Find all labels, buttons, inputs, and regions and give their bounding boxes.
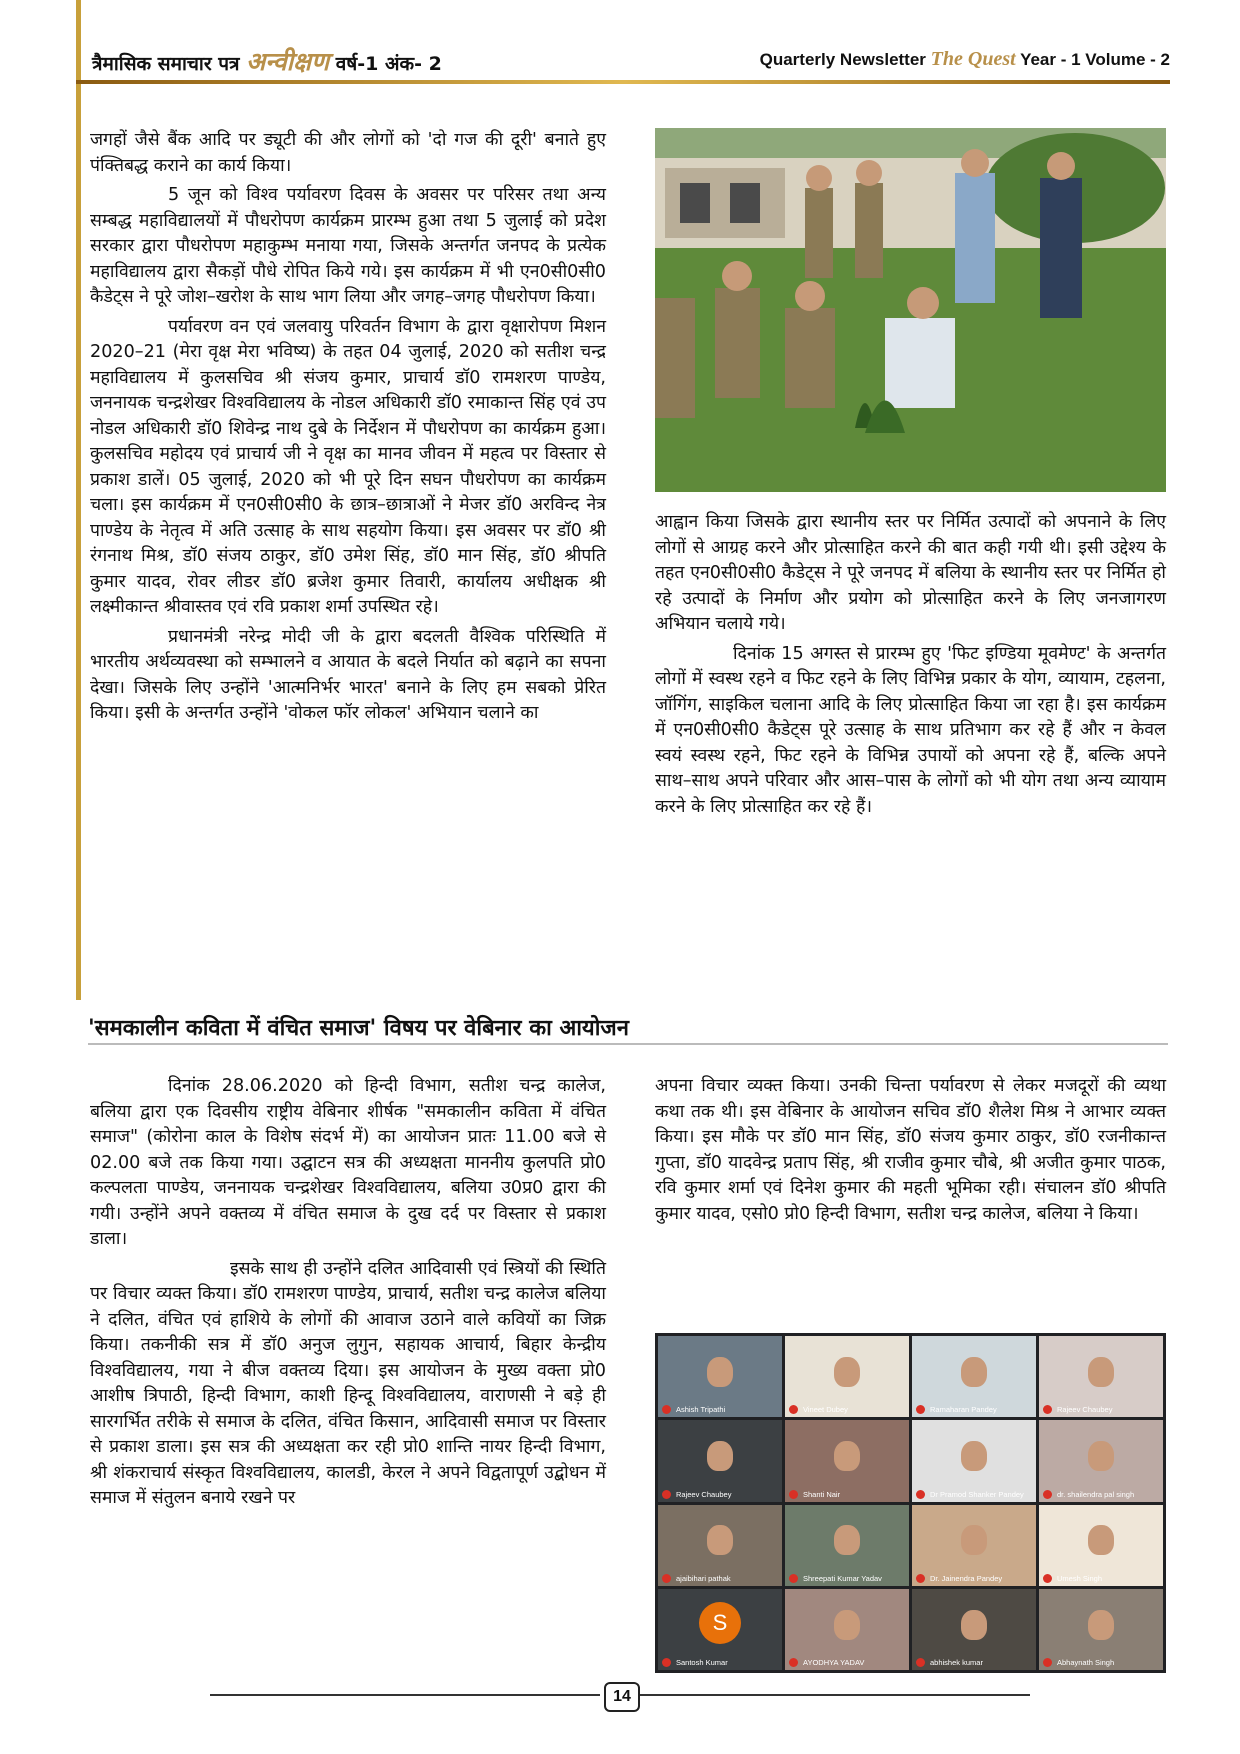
paragraph: आह्वान किया जिसके द्वारा स्थानीय स्तर पर निर्मित उत्पादों को अपनाने के लिए लोगों से आग्रह करने और प्रोत्साहित करने की बात कही गयी थी। इसी उद्देश्य के तहत एन0सी0सी0 कैडेट्स ने पूरे जनपद में बलिया के स्थानीय स्तर पर निर्मित हो रहे उत्पादों के निर्माण और प्रयोग को प्रोत्साहित करने के लिए जनजागरण अभियान चलाये गये। [655, 512, 1166, 634]
header-hindi-suffix: वर्ष-1 अंक- 2 [335, 53, 442, 75]
participant-name: Santosh Kumar [676, 1658, 728, 1667]
participant-tile [912, 1420, 1036, 1501]
participant-name: Shanti Nair [803, 1489, 841, 1499]
mic-muted-icon [916, 1658, 925, 1667]
participant-tile [912, 1336, 1036, 1417]
mic-muted-icon [916, 1405, 925, 1414]
participant-name: Rajeev Chaubey [1057, 1405, 1113, 1415]
paragraph: जगहों जैसे बैंक आदि पर ड्यूटी की और लोगों को 'दो गज की दूरी' बनाते हुए पंक्तिबद्ध कराने का कार्य किया। [90, 130, 606, 176]
paragraph: प्रधानमंत्री नरेन्द्र मोदी जी के द्वारा बदलती वैश्विक परिस्थिति में भारतीय अर्थव्यवस्था को सम्भालने व आयात के बदले निर्यात को बढ़ाने का सपना देखा। जिसके लिए उन्होंने 'आत्मनिर्भर भारत' बनाने के लिए हम सबको प्रेरित किया। इसी के अन्तर्गत उन्होंने 'वोकल फॉर लोकल' अभियान चलाने का [90, 626, 606, 723]
participant-name: dr. shailendra pal singh [1057, 1489, 1135, 1499]
paragraph: दिनांक 15 अगस्त से प्रारम्भ हुए 'फिट इण्डिया मूवमेण्ट' के अन्तर्गत लोगों में स्वस्थ रहने व फिट रहने के लिए विभिन्न प्रकार के योग, व्यायाम, टहलना, जॉगिंग, साइकिल चलाना आदि के लिए प्रोत्साहित किया जा रहा है। इस कार्यक्रम में एन0सी0सी0 कैडेट्स पूरे उत्साह के साथ प्रतिभाग कर रहे हैं और न केवल स्वयं स्वस्थ रहने, फिट रहने के विभिन्न उपायों को अपना रहे हैं, बल्कि अपने साथ–साथ अपने परिवार और आस–पास के लोगों को भी योग तथा अन्य व्यायाम करने के लिए प्रोत्साहित कर रहे हैं। [655, 643, 1166, 817]
section-divider [88, 1043, 1168, 1045]
participant-tile [658, 1589, 782, 1670]
participant-face [834, 1525, 860, 1555]
mic-muted-icon [916, 1574, 925, 1583]
participant-name: AYODHYA YADAV [803, 1658, 865, 1667]
participant-face [1088, 1357, 1114, 1387]
participant-name: Umesh Singh [1057, 1573, 1103, 1583]
mic-muted-icon [1043, 1574, 1052, 1583]
participant-tile [785, 1420, 909, 1501]
article-column-4 [655, 1074, 1166, 1231]
participant-name: Abhaynath Singh [1057, 1658, 1115, 1667]
mic-muted-icon [1043, 1658, 1052, 1667]
plantation-photo [655, 128, 1166, 492]
mic-muted-icon [789, 1490, 798, 1499]
webinar-screenshot [655, 1333, 1166, 1673]
participant-face [834, 1357, 860, 1387]
footer-rule-left [210, 1694, 600, 1696]
paragraph: अपना विचार व्यक्त किया। उनकी चिन्ता पर्यावरण से लेकर मजदूरों की व्यथा कथा तक थी। इस वेबिनार के आयोजन सचिव डॉ0 शैलेश मिश्र ने आभार व्यक्त किया। इस मौके पर डॉ0 मान सिंह, डॉ0 संजय कुमार ठाकुर, डॉ0 रजनीकान्त गुप्ता, डॉ0 यादवेन्द्र प्रताप सिंह, श्री राजीव कुमार चौबे, श्री अजीत कुमार पाठक, रवि कुमार शर्मा एवं दिनेश कुमार की महती भूमिका रही। संचालन डॉ0 श्रीपति कुमार यादव, एसो0 प्रो0 हिन्दी विभाग, सतीश चन्द्र कालेज, बलिया ने किया। [655, 1076, 1166, 1224]
paragraph: इसके साथ ही उन्होंने दलित आदिवासी एवं स्त्रियों की स्थिति पर विचार व्यक्त किया। डॉ0 रामशरण पाण्डेय, प्राचार्य, सतीश चन्द्र कालेज बलिया ने दलित, वंचित एवं हाशिये के लोगों की आवाज उठाने वाले कवियों का जिक्र किया। तकनीकी सत्र में डॉ0 अनुज लुगुन, सहायक आचार्य, बिहार केन्द्रीय विश्वविद्यालय, गया ने बीज वक्तव्य दिया। इस आयोजन के मुख्य वक्ता प्रो0 आशीष त्रिपाठी, हिन्दी विभाग, काशी हिन्दू विश्वविद्यालय, वाराणसी ने बड़े ही सारगर्भित तरीके से समाज के दलित, वंचित किसान, आदिवासी समाज पर विस्तार से प्रकाश डाला। इस सत्र की अध्यक्षता कर रही प्रो0 शान्ति नायर हिन्दी विभाग, श्री शंकराचार्य संस्कृत विश्वविद्यालय, कालडी, केरल ने अपने विद्वतापूर्ण उद्बोधन में समाज में संतुलन बनाये रखने पर [90, 1258, 606, 1508]
participant-face [1088, 1441, 1114, 1471]
participant-face [961, 1441, 987, 1471]
participant-name: Rajeev Chaubey [676, 1489, 732, 1499]
participant-tile [785, 1589, 909, 1670]
participant-tile [658, 1420, 782, 1501]
article-column-3 [90, 1074, 606, 1516]
header-hindi [92, 44, 442, 78]
mic-muted-icon [789, 1405, 798, 1414]
participant-name: Shreepati Kumar Yadav [803, 1573, 882, 1583]
paragraph: पर्यावरण वन एवं जलवायु परिवर्तन विभाग के द्वारा वृक्षारोपण मिशन 2020–21 (मेरा वृक्ष मेरा भविष्य) के तहत 04 जुलाई, 2020 को सतीश चन्द्र महाविद्यालय में कुलसचिव श्री संजय कुमार, प्राचार्य डॉ0 रामशरण पाण्डेय, जननायक चन्द्रशेखर विश्वविद्यालय के नोडल अधिकारी डॉ0 रमाकान्त सिंह एवं उप नोडल अधिकारी डॉ0 शिवेन्द्र नाथ दुबे के निर्देशन में पौधरोपण का कार्यक्रम हुआ। कुलसचिव महोदय एवं प्राचार्य जी ने वृक्ष का मानव जीवन में महत्व पर विस्तार से प्रकाश डालें। 05 जुलाई, 2020 को भी पूरे दिन सघन पौधरोपण का कार्यक्रम चला। इस कार्यक्रम में एन0सी0सी0 के छात्र–छात्राओं ने मेजर डॉ0 अरविन्द नेत्र पाण्डेय के नेतृत्व में अति उत्साह के साथ सहयोग किया। इस अवसर पर डॉ0 श्री रंगनाथ मिश्र, डॉ0 संजय ठाकुर, डॉ0 उमेश सिंह, डॉ0 मान सिंह, डॉ0 श्रीपति कुमार यादव, रोवर लीडर डॉ0 ब्रजेश कुमार तिवारी, कार्यालय अधीक्षक श्री लक्ष्मीकान्त श्रीवास्तव एवं रवि प्रकाश शर्मा उपस्थित रहे। [90, 316, 606, 617]
participant-tile [1039, 1505, 1163, 1586]
header-rule [76, 80, 1170, 84]
participant-face [1088, 1610, 1114, 1640]
participant-face [1088, 1525, 1114, 1555]
header-hindi-prefix: त्रैमासिक समाचार पत्र [92, 53, 240, 75]
participant-face [961, 1610, 987, 1640]
paragraph: 5 जून को विश्व पर्यावरण दिवस के अवसर पर परिसर तथा अन्य सम्बद्ध महाविद्यालयों में पौधरोपण कार्यक्रम प्रारम्भ हुआ तथा 5 जुलाई को प्रदेश सरकार द्वारा पौधरोपण महाकुम्भ मनाया गया, जिसके अन्तर्गत जनपद के प्रत्येक महाविद्यालय द्वारा सैकड़ों पौधे रोपित किये गये। इस कार्यक्रम में भी एन0सी0सी0 कैडेट्स ने पूरे जोश–खरोश के साथ भाग लिया और जगह–जगह पौधरोपण किया। [90, 185, 606, 307]
participant-face [834, 1441, 860, 1471]
participant-face [834, 1610, 860, 1640]
participant-face [707, 1357, 733, 1387]
participant-name: abhishek kumar [930, 1658, 983, 1667]
mic-muted-icon [662, 1658, 671, 1667]
plantation-illustration [655, 128, 1166, 492]
participant-face [961, 1525, 987, 1555]
header-english-title: The Quest [930, 48, 1016, 70]
section-title: 'समकालीन कविता में वंचित समाज' विषय पर वेबिनार का आयोजन [88, 1016, 629, 1041]
header-english-prefix: Quarterly Newsletter [759, 50, 926, 69]
footer-rule-right [640, 1694, 1030, 1696]
page-header [76, 44, 1170, 78]
mic-muted-icon [916, 1490, 925, 1499]
mic-muted-icon [789, 1574, 798, 1583]
participant-face [961, 1357, 987, 1387]
avatar: S [699, 1602, 741, 1644]
participant-tile [658, 1336, 782, 1417]
page-number: 14 [604, 1682, 640, 1712]
participant-tile [658, 1505, 782, 1586]
participant-name: Ashish Tripathi [676, 1405, 726, 1415]
participant-face [707, 1525, 733, 1555]
mic-muted-icon [662, 1490, 671, 1499]
participant-name: ajaibihari pathak [676, 1573, 731, 1583]
participant-tile [912, 1589, 1036, 1670]
mic-muted-icon [1043, 1405, 1052, 1414]
mic-muted-icon [662, 1405, 671, 1414]
participant-name: Dr. Jainendra Pandey [930, 1573, 1003, 1583]
header-english [760, 48, 1170, 71]
article-column-2 [655, 510, 1166, 824]
mic-muted-icon [789, 1658, 798, 1667]
mic-muted-icon [1043, 1490, 1052, 1499]
mic-muted-icon [662, 1574, 671, 1583]
participant-tile [1039, 1589, 1163, 1670]
header-english-suffix: Year - 1 Volume - 2 [1020, 50, 1170, 69]
paragraph: दिनांक 28.06.2020 को हिन्दी विभाग, सतीश चन्द्र कालेज, बलिया द्वारा एक दिवसीय राष्ट्रीय वेबिनार शीर्षक "समकालीन कविता में वंचित समाज" (कोरोना काल के विशेष संदर्भ में) का आयोजन प्रातः 11.00 बजे से 02.00 बजे तक किया गया। उद्घाटन सत्र की अध्यक्षता माननीय कुलपति प्रो0 कल्पलता पाण्डेय, जननायक चन्द्रशेखर विश्वविद्यालय, बलिया उ0प्र0 द्वारा की गयी। उन्होंने अपने वक्तव्य में वंचित समाज के दुख दर्द पर विस्तार से प्रकाश डाला। [90, 1076, 606, 1249]
header-hindi-title: अन्वीक्षण [246, 47, 330, 76]
page-border [76, 0, 81, 1000]
participant-tile [1039, 1336, 1163, 1417]
participant-tile [785, 1505, 909, 1586]
participant-face [707, 1441, 733, 1471]
participant-name: Ramaharan Pandey [930, 1405, 997, 1415]
participant-tile [912, 1505, 1036, 1586]
participant-tile [785, 1336, 909, 1417]
participant-name: Vineet Dubey [803, 1405, 848, 1415]
article-column-1 [90, 128, 606, 731]
participant-tile [1039, 1420, 1163, 1501]
participant-name: Dr Pramod Shanker Pandey [930, 1489, 1024, 1499]
